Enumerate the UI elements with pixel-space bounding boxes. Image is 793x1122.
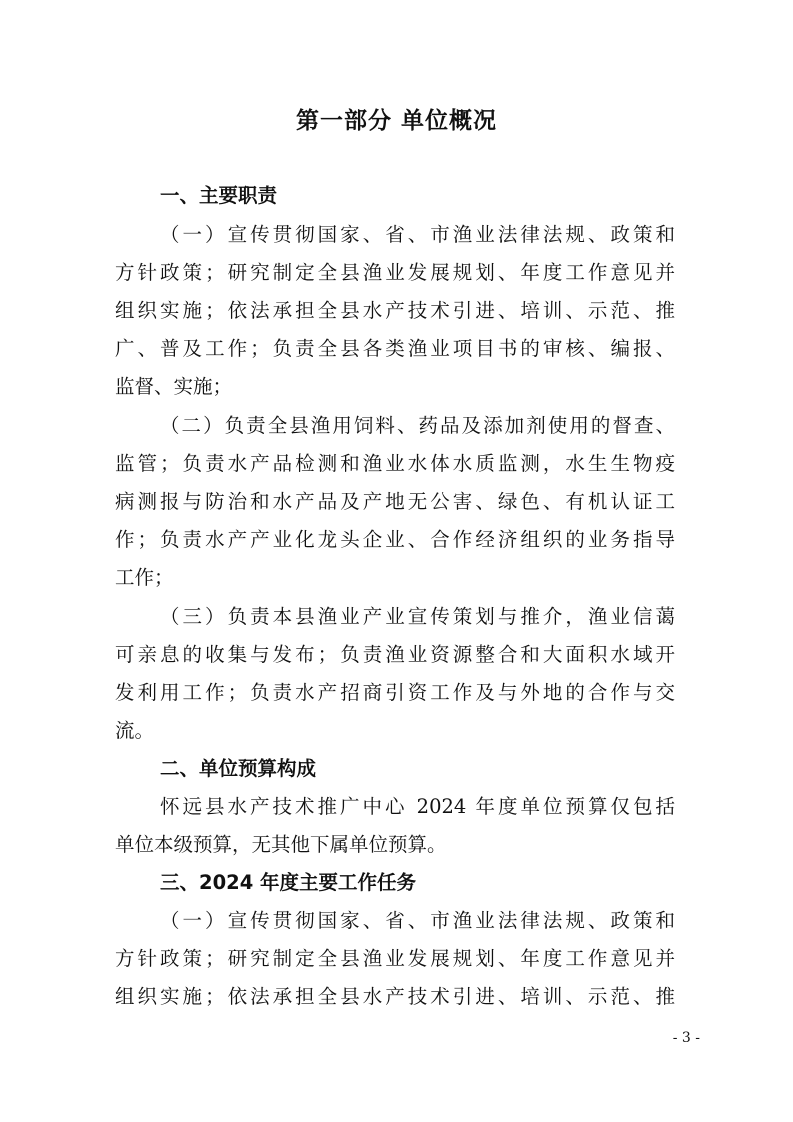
- paragraph-line: 流。: [115, 719, 155, 742]
- paragraph-line: 广、普及工作；负责全县各类渔业项目书的审核、编报、: [115, 337, 675, 360]
- section-heading-duties: 一、主要职责: [160, 184, 278, 207]
- paragraph-line: 方针政策；研究制定全县渔业发展规划、年度工作意见并: [115, 947, 675, 970]
- page-number: - 3 -: [672, 1030, 700, 1046]
- paragraph-line: 工作；: [115, 566, 174, 589]
- page-title: 第一部分 单位概况: [295, 108, 497, 134]
- paragraph-line: 监管；负责水产品检测和渔业水体水质监测，水生生物疫: [115, 452, 675, 475]
- section-heading-tasks: 三、2024 年度主要工作任务: [160, 871, 417, 894]
- paragraph-line: 监督、实施；: [115, 375, 233, 398]
- paragraph-line: （二）负责全县渔用饲料、药品及添加剂使用的督查、: [160, 414, 675, 437]
- paragraph-line: （一）宣传贯彻国家、省、市渔业法律法规、政策和: [160, 909, 675, 932]
- paragraph-line: （三）负责本县渔业产业宣传策划与推介，渔业信蔼: [160, 605, 675, 628]
- paragraph-line: （一）宣传贯彻国家、省、市渔业法律法规、政策和: [160, 223, 675, 246]
- paragraph-line: 组织实施；依法承担全县水产技术引进、培训、示范、推: [115, 299, 675, 322]
- paragraph-line: 发利用工作；负责水产招商引资工作及与外地的合作与交: [115, 681, 675, 704]
- paragraph-line: 病测报与防治和水产品及产地无公害、绿色、有机认证工: [115, 490, 675, 513]
- paragraph-line: 怀远县水产技术推广中心 2024 年度单位预算仅包括: [160, 795, 675, 818]
- paragraph-line: 可亲息的收集与发布；负责渔业资源整合和大面积水域开: [115, 643, 675, 666]
- paragraph-line: 方针政策；研究制定全县渔业发展规划、年度工作意见并: [115, 261, 675, 284]
- paragraph-line: 单位本级预算，无其他下属单位预算。: [115, 833, 447, 856]
- paragraph-line: 作；负责水产产业化龙头企业、合作经济组织的业务指导: [115, 528, 675, 551]
- section-heading-budget: 二、单位预算构成: [160, 757, 317, 780]
- paragraph-line: 组织实施；依法承担全县水产技术引进、培训、示范、推: [115, 985, 675, 1008]
